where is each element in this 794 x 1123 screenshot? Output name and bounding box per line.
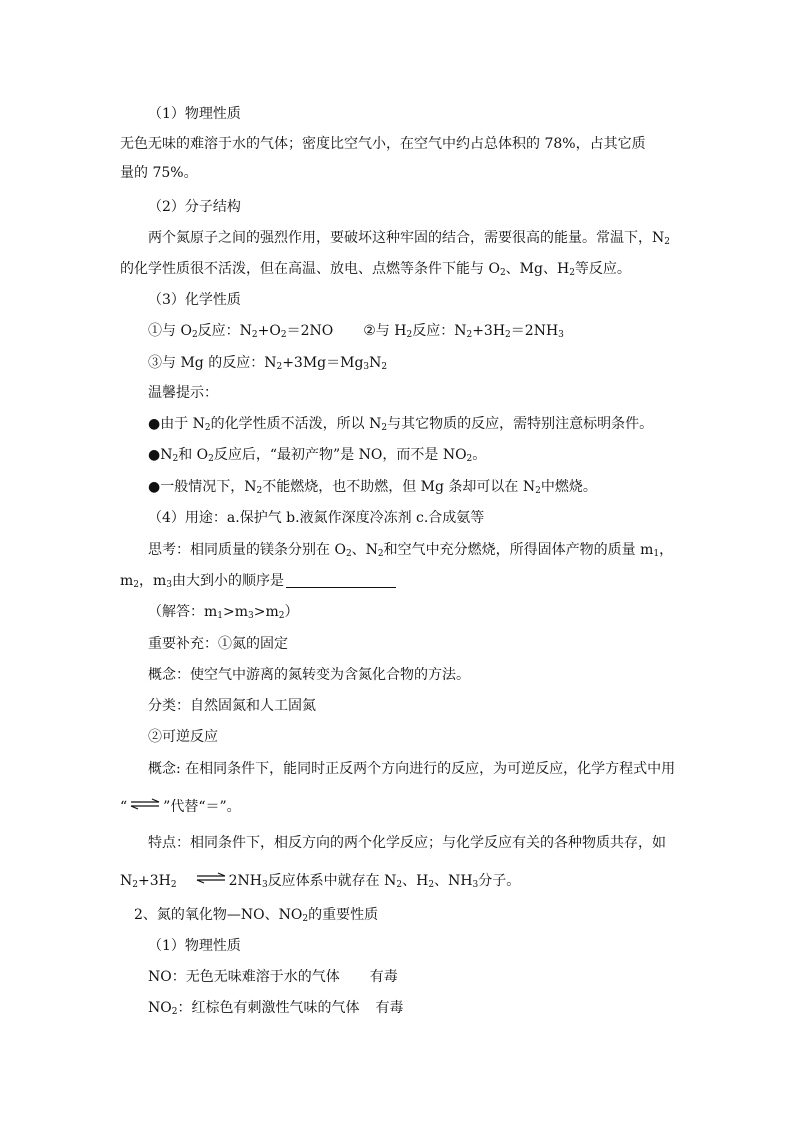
paragraph-line: 概念：使空气中游离的氮转变为含氮化合物的方法。 [148, 667, 470, 683]
question-line: $m_2$，$m_3$由大到小的顺序是 [120, 571, 396, 591]
bullet-line: $●N_2$和 $O_2$反应后，“最初产物”是 NO，而不是 $NO_2$。 [148, 447, 487, 464]
heading-chemical: （3）化学性质 [148, 292, 241, 308]
heading-physical-2: （1）物理性质 [148, 938, 241, 954]
heading-reversible: ②可逆反应 [148, 729, 218, 745]
bullet-line: ●一般情况下，$N_2$不能燃烧，也不助燃，但 Mg 条却可以在 $N_2$中燃烧。 [148, 479, 597, 496]
paragraph-line: 两个氮原子之间的强烈作用，要破坏这种牢固的结合，需要很高的能量。常温下，$N_2$ [148, 230, 670, 247]
heading-physical: （1）物理性质 [148, 106, 241, 122]
paragraph-line: 概念: 在相同条件下，能同时正反两个方向进行的反应，为可逆反应，化学方程式中用 [148, 761, 676, 777]
property-line: $NO_2$：红棕色有刺激性气味的气体 有毒 [148, 1000, 404, 1017]
paragraph-line: 量的 75%。 [120, 165, 198, 181]
answer-line: （解答：$m_1>m_3>m_2$） [148, 604, 299, 621]
reaction-line: ③与 Mg 的反应：$N_2+3Mg=Mg_3N_2$ [148, 355, 388, 372]
answer-blank [286, 573, 396, 588]
heading-structure: （2）分子结构 [148, 199, 241, 215]
equation-line: $N_2+3H_2$ $2NH_3$反应体系中就存在 $N_2$、$H_2$、$NH_3$分子。 [120, 873, 521, 890]
property-line: NO：无色无味难溶于水的气体 有毒 [148, 969, 398, 985]
reversible-arrow-icon [129, 798, 161, 810]
paragraph-line: 的化学性质很不活泼，但在高温、放电、点燃等条件下能与 $O_2$、Mg、$H_2$等反应。 [120, 261, 631, 278]
reversible-arrow-icon [195, 872, 227, 884]
heading-section-2: 2、氮的氧化物—NO、$NO_2$的重要性质 [134, 907, 379, 924]
paragraph-line: 分类：自然固氮和人工固氮 [148, 698, 316, 714]
paragraph-line: 特点：相同条件下，相反方向的两个化学反应；与化学反应有关的各种物质共存，如 [148, 835, 666, 851]
reaction-line: ①与 $O_2$反应：$N_2+O_2=2NO$ ②与 $H_2$反应：$N_2+3H_2=2NH_3$ [148, 323, 564, 340]
heading-uses: （4）用途：a.保护气 b.液氮作深度冷冻剂 c.合成氨等 [148, 510, 485, 526]
paragraph-line: 无色无味的难溶于水的气体；密度比空气小，在空气中约占总体积的 78%，占其它质 [120, 136, 646, 152]
heading-supplement: 重要补充：①氮的固定 [148, 636, 288, 652]
bullet-line: ●由于 $N_2$的化学性质不活泼，所以 $N_2$与其它物质的反应，需特别注意标明条件。 [148, 416, 654, 433]
tip-label: 温馨提示： [148, 385, 218, 401]
question-line: 思考：相同质量的镁条分别在 $O_2$、$N_2$和空气中充分燃烧，所得固体产物的质量 $m_1$， [148, 542, 674, 559]
paragraph-line: “ ”代替“＝”。 [120, 799, 241, 815]
